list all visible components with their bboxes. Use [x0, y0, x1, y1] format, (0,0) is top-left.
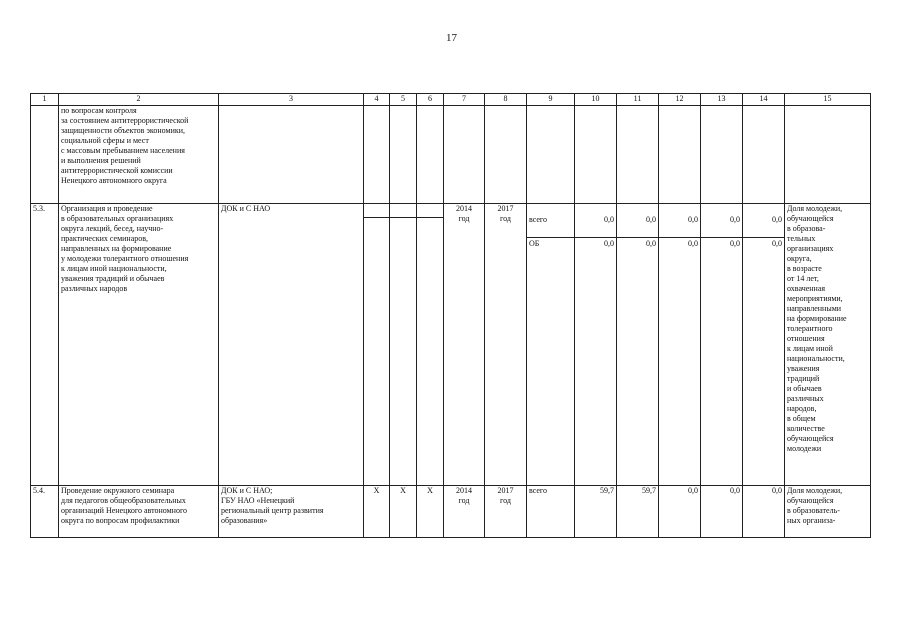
- measure-cell: по вопросам контроля за состоянием антитеррористической защищенности объектов экономики, социальной сферы и мест с массовым пребыванием населения и выполнения решений антитеррористической комиссии Ненецкого автономного округа: [59, 106, 219, 204]
- table-cell: [485, 106, 527, 204]
- executor-cell: [219, 106, 364, 204]
- header-cell: 7: [444, 94, 485, 106]
- end-year-cell: 2017 год: [485, 204, 527, 486]
- indicator-cell: Доля молодежи, обучающейся в образователь- ных организа-: [785, 486, 871, 538]
- mark-cell: X: [364, 486, 390, 538]
- amount-cell: [743, 204, 785, 486]
- mark-cell: X: [417, 486, 444, 538]
- header-cell: 11: [617, 94, 659, 106]
- measure-cell: Организация и проведение в образовательных организациях округа лекций, бесед, научно- практических семинаров, направленных на формирование у молодежи толерантного отношения к лицам иной национальности, уважения традиций и обычаев различных народов: [59, 204, 219, 486]
- amount-cell: 0,0: [743, 486, 785, 538]
- amount-value: 0,0: [701, 237, 742, 251]
- header-cell: 13: [701, 94, 743, 106]
- header-cell: 10: [575, 94, 617, 106]
- table-cell: [527, 106, 575, 204]
- header-cell: 12: [659, 94, 701, 106]
- amount-value: 0,0: [604, 215, 614, 224]
- source-cell: всего: [527, 486, 575, 538]
- amount-value: 0,0: [772, 215, 782, 224]
- header-cell: 9: [527, 94, 575, 106]
- table-cell: [743, 106, 785, 204]
- amount-value: 0,0: [743, 237, 784, 251]
- end-year-cell: 2017 год: [485, 486, 527, 538]
- amount-cell: 0,0: [659, 486, 701, 538]
- table-cell: [417, 106, 444, 204]
- program-table: [30, 93, 871, 538]
- amount-cell: 59,7: [575, 486, 617, 538]
- table-cell: [364, 204, 390, 486]
- header-cell: 15: [785, 94, 871, 106]
- start-year-cell: 2014 год: [444, 486, 485, 538]
- source-cell: [527, 204, 575, 486]
- measure-cell: Проведение окружного семинара для педагогов общеобразовательных организаций Ненецкого автономного округа по вопросам профилактики: [59, 486, 219, 538]
- header-cell: 5: [390, 94, 417, 106]
- table-cell: [701, 106, 743, 204]
- amount-cell: [617, 204, 659, 486]
- amount-value: 0,0: [575, 237, 616, 251]
- executor-cell: ДОК и С НАО; ГБУ НАО «Ненецкий региональный центр развития образования»: [219, 486, 364, 538]
- start-year-cell: 2014 год: [444, 204, 485, 486]
- header-cell: 14: [743, 94, 785, 106]
- amount-cell: [701, 204, 743, 486]
- page-number: 17: [446, 32, 457, 44]
- table-cell: [444, 106, 485, 204]
- header-cell: 6: [417, 94, 444, 106]
- table-cell: [390, 106, 417, 204]
- header-cell: 8: [485, 94, 527, 106]
- table-cell: [390, 204, 417, 486]
- table-cell: [659, 106, 701, 204]
- number-cell: 5.3.: [31, 204, 59, 486]
- source-label: всего: [529, 215, 548, 224]
- amount-cell: [659, 204, 701, 486]
- amount-value: 0,0: [730, 215, 740, 224]
- amount-value: 0,0: [659, 237, 700, 251]
- amount-cell: [575, 204, 617, 486]
- header-row: [31, 94, 871, 106]
- header-cell: 1: [31, 94, 59, 106]
- number-cell: 5.4.: [31, 486, 59, 538]
- header-cell: 2: [59, 94, 219, 106]
- source-label: ОБ: [527, 237, 574, 251]
- header-cell: 4: [364, 94, 390, 106]
- table-cell: [575, 106, 617, 204]
- table-cell: [364, 106, 390, 204]
- table-row: [31, 106, 871, 204]
- amount-value: 0,0: [646, 215, 656, 224]
- indicator-cell: Доля молодежи, обучающейся в образова- тельных организациях округа, в возрасте от 14 лет, охваченная мероприятиями, направленными на формирование толерантного отношения к лицам иной национальности, уважения традиций и обычаев различных народов, в общем количестве обучающейся молодежи: [785, 204, 871, 486]
- header-cell: 3: [219, 94, 364, 106]
- table-row: [31, 486, 871, 538]
- amount-cell: 59,7: [617, 486, 659, 538]
- table-row: [31, 204, 871, 486]
- number-cell: [31, 106, 59, 204]
- amount-value: 0,0: [688, 215, 698, 224]
- table-cell: [617, 106, 659, 204]
- mark-cell: X: [390, 486, 417, 538]
- amount-cell: 0,0: [701, 486, 743, 538]
- table-cell: [417, 204, 444, 486]
- indicator-cell: [785, 106, 871, 204]
- executor-cell: ДОК и С НАО: [219, 204, 364, 486]
- amount-value: 0,0: [617, 237, 658, 251]
